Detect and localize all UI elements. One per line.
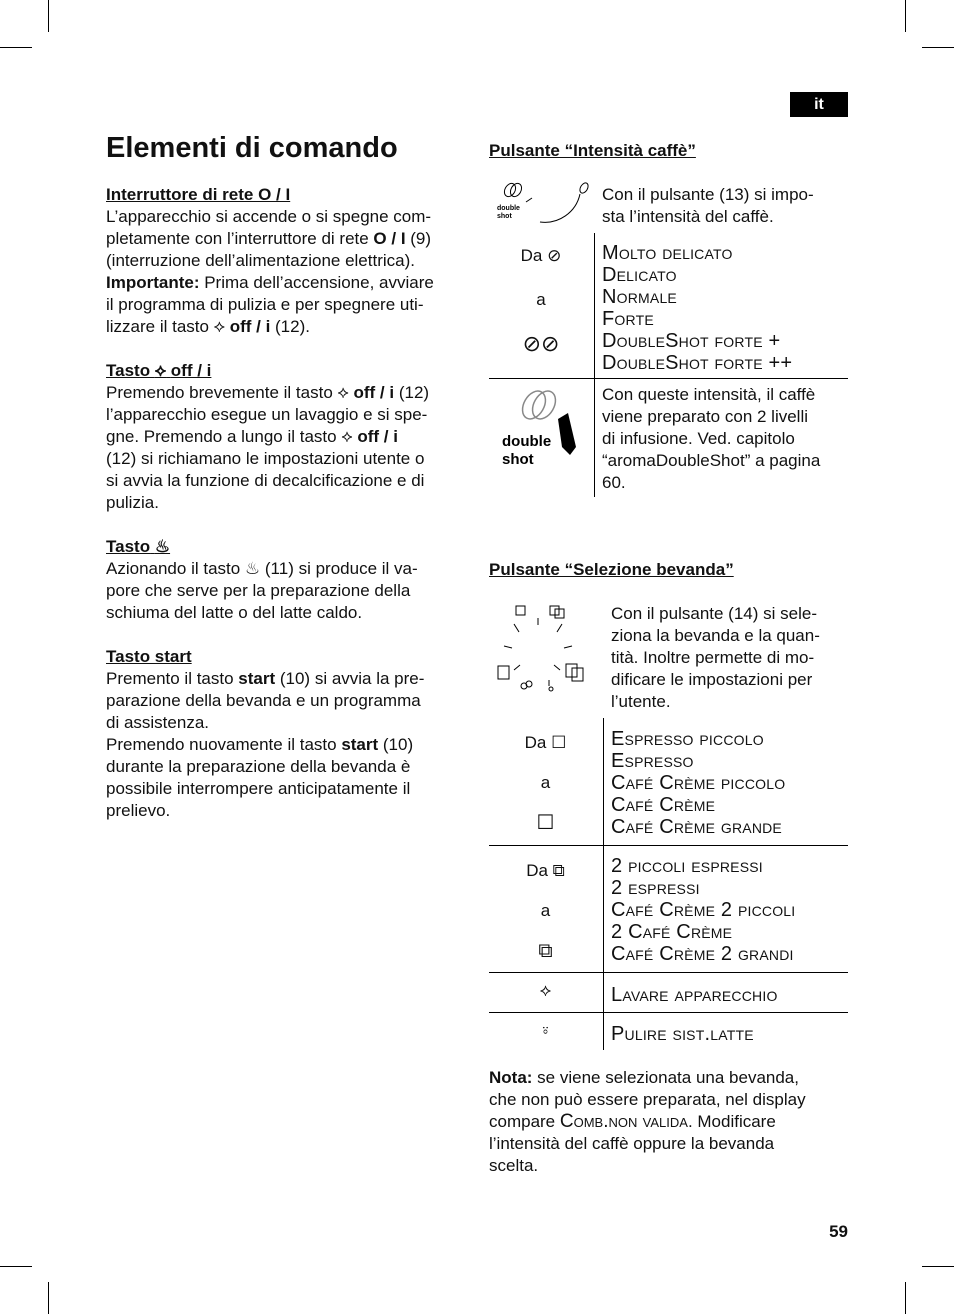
text-line: possibile interrompere anticipatamente il (106, 779, 411, 798)
large-cup-icon: ☐ (536, 812, 555, 834)
crop-mark (905, 0, 906, 32)
beans-icon: ⊘⊘ (522, 331, 560, 356)
intensity-levels: Molto delicato Delicato Normale Forte DoubleShot forte + DoubleShot forte ++ (602, 242, 793, 374)
rinse-icon: ⟡ (341, 427, 353, 446)
text-line: pletamente con l’interruttore di rete O / I (9) (106, 229, 432, 248)
section-heading: Tasto start (106, 647, 192, 666)
double-cup-range: Da ⧉ a ⧉ (489, 860, 602, 962)
table-divider (603, 718, 604, 1050)
double-cup-list: 2 piccoli espressi 2 espressi Café Crème 2 piccoli 2 Café Crème Café Crème 2 grandi (611, 855, 796, 965)
section-heading: Tasto ⟡ off / i (106, 361, 212, 380)
intensity-heading: Pulsante “Intensità caffè” (489, 141, 696, 160)
double-large-cup-icon: ⧉ (538, 940, 553, 962)
bean-icon: ⊘ (547, 246, 562, 265)
text-line: si avvia la funzione di decalcificazione e di (106, 471, 425, 490)
text-line: (interruzione dell’alimentazione elettrica). (106, 251, 415, 270)
beverage-heading: Pulsante “Selezione bevanda” (489, 560, 734, 579)
left-column (106, 184, 466, 844)
section-off-button (106, 360, 466, 514)
svg-text:double: double (502, 433, 552, 450)
section-power-switch (106, 184, 466, 338)
text-line: L’apparecchio si accende o si spegne com- (106, 207, 432, 226)
double-small-cup-icon: ⧉ (552, 861, 565, 880)
svg-text:shot: shot (502, 451, 534, 468)
rinse-icon: ⟡ (154, 361, 167, 380)
text-line: l’apparecchio esegue un lavaggio e si spe- (106, 405, 428, 424)
rinse-icon: ⟡ (337, 383, 349, 402)
table-divider (489, 845, 848, 846)
section-heading: Interruttore di rete O / I (106, 185, 291, 204)
svg-text:double: double (497, 205, 520, 212)
text-line: il programma di pulizia e per spegnere uti- (106, 295, 424, 314)
table-divider (489, 972, 848, 973)
milk-clean-label: Pulire sist.latte (611, 1023, 754, 1045)
text-line: (12) si richiamano le impostazioni utente o (106, 449, 425, 468)
section-start-button (106, 646, 466, 822)
crop-mark (0, 47, 32, 48)
table-divider (594, 233, 595, 497)
section-steam-button (106, 536, 466, 624)
crop-mark (922, 47, 954, 48)
svg-text:shot: shot (497, 213, 512, 220)
table-divider (489, 378, 848, 379)
intensity-dial-icon (494, 180, 594, 228)
rinse-label: Lavare apparecchio (611, 984, 778, 1006)
crop-mark (0, 1266, 32, 1267)
text-line: di assistenza. (106, 713, 209, 732)
intensity-range-left: Da ⊘ a ⊘⊘ (489, 245, 593, 355)
crop-mark (922, 1266, 954, 1267)
page-title: Elementi di comando (106, 132, 398, 164)
intensity-intro: Con il pulsante (13) si impo- sta l’intensità del caffè. (602, 185, 814, 226)
note-block: Nota: se viene selezionata una bevanda, che non può essere preparata, nel display compare Comb.non valida. Modificare l’intensità del caffè oppure la bevanda scelta. (489, 1068, 806, 1175)
page-number: 59 (829, 1222, 848, 1241)
crop-mark (48, 1282, 49, 1314)
text-line: schiuma del latte o del latte caldo. (106, 603, 363, 622)
crop-mark (48, 0, 49, 32)
single-cup-range: Da ☐ a ☐ (489, 732, 602, 834)
double-shot-icon (500, 385, 590, 475)
beverage-dial-icon (494, 600, 594, 696)
language-tab: it (790, 92, 848, 117)
small-cup-icon: ☐ (551, 733, 567, 752)
text-line: gne. Premendo a lungo il tasto ⟡ off / i (106, 427, 398, 446)
text-line: durante la preparazione della bevanda è (106, 757, 411, 776)
table-divider (489, 1012, 848, 1013)
text-line: Premento il tasto start (10) si avvia la pre- (106, 669, 425, 688)
single-cup-list: Espresso piccolo Espresso Café Crème piccolo Café Crème Café Crème grande (611, 728, 786, 838)
text-line: lizzare il tasto ⟡ off / i (12). (106, 317, 310, 336)
section-heading: Tasto ♨ (106, 537, 171, 556)
text-line: pulizia. (106, 493, 159, 512)
text-line: Azionando il tasto ♨ (11) si produce il va- (106, 559, 418, 578)
text-line: Premendo nuovamente il tasto start (10) (106, 735, 414, 754)
milk-clean-icon: ⍤ (540, 1021, 551, 1040)
crop-mark (905, 1282, 906, 1314)
beverage-intro: Con il pulsante (14) si sele- ziona la bevanda e la quan- tità. Inoltre permette di mo- dificare le impostazioni per l’utente. (611, 604, 820, 711)
rinse-icon: ⟡ (539, 981, 552, 1000)
text-line: Premendo brevemente il tasto ⟡ off / i (12) (106, 383, 430, 402)
rinse-icon: ⟡ (213, 317, 225, 336)
text-line: prelievo. (106, 801, 171, 820)
text-line: Importante: Prima dell’accensione, avviare (106, 273, 434, 292)
steam-icon: ♨ (244, 559, 261, 578)
steam-icon: ♨ (154, 537, 171, 556)
double-shot-text: Con queste intensità, il caffè viene preparato con 2 livelli di infusione. Ved. capitolo “aromaDoubleShot” a pagina 60. (602, 385, 821, 492)
text-line: pore che serve per la preparazione della (106, 581, 411, 600)
text-line: parazione della bevanda e un programma (106, 691, 421, 710)
